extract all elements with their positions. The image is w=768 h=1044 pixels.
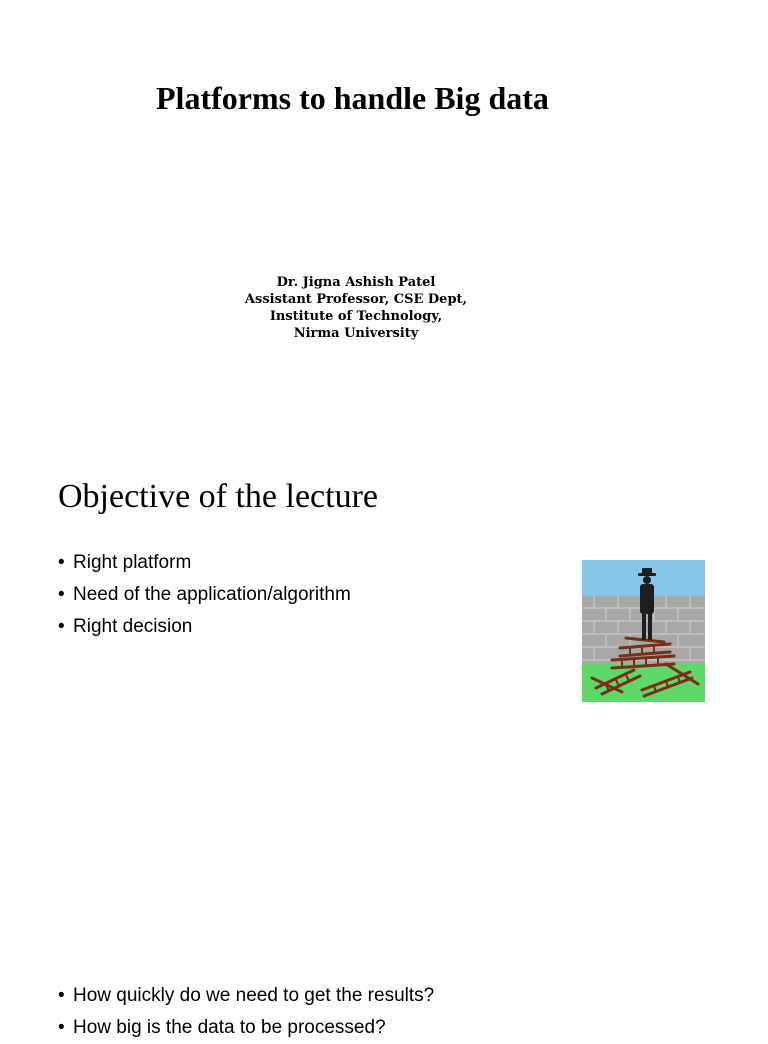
author-position: Assistant Professor, CSE Dept,	[244, 292, 468, 307]
list-item-text: Need of the application/algorithm	[73, 584, 351, 605]
question-list	[58, 980, 434, 1044]
man-on-ladder-pile-icon	[582, 560, 705, 702]
list-item-text: Right decision	[73, 616, 193, 637]
slide-title: Platforms to handle Big data	[156, 80, 549, 116]
bullet-icon: •	[58, 616, 65, 637]
objective-list	[58, 547, 351, 643]
author-institute: Institute of Technology,	[269, 309, 443, 324]
bullet-icon: •	[58, 985, 65, 1006]
bullet-icon: •	[58, 552, 65, 573]
author-block	[206, 274, 506, 342]
bullet-icon: •	[58, 1017, 65, 1038]
list-item-text: How big is the data to be processed?	[73, 1017, 386, 1038]
list-item-text: How quickly do we need to get the results?	[73, 985, 435, 1006]
bullet-icon: •	[58, 584, 65, 605]
author-university: Nirma University	[293, 326, 419, 341]
list-item	[58, 579, 351, 611]
list-item	[58, 1012, 434, 1044]
list-item	[58, 547, 351, 579]
list-item-text: Right platform	[73, 552, 192, 573]
author-name: Dr. Jigna Ashish Patel	[276, 275, 436, 290]
section-heading: Objective of the lecture	[58, 478, 379, 515]
list-item	[58, 980, 434, 1012]
list-item	[58, 611, 351, 643]
